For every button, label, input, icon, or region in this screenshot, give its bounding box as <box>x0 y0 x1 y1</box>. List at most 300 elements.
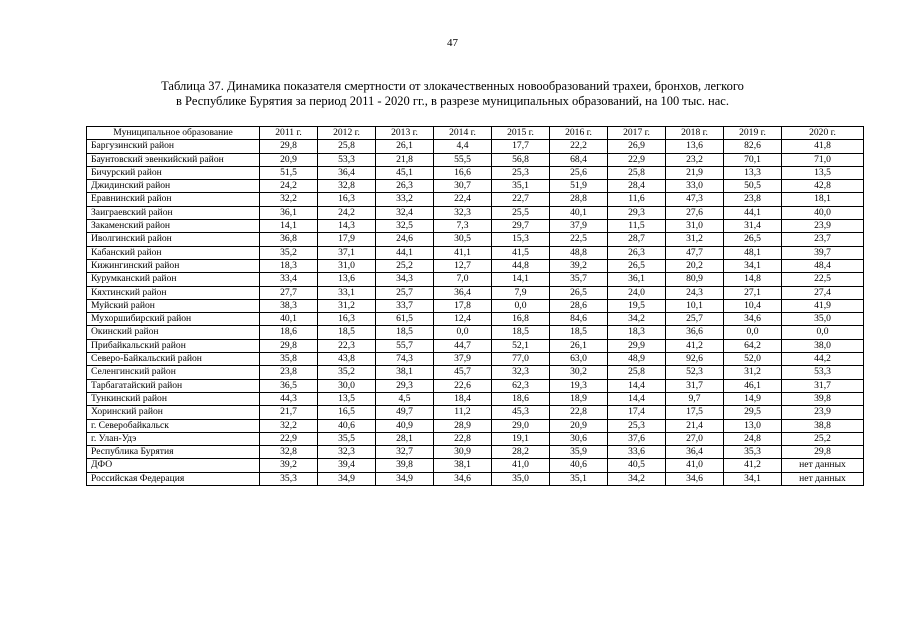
value-cell: 31,2 <box>666 233 724 246</box>
municipality-name-cell: Заиграевский район <box>87 206 260 219</box>
value-cell: 17,7 <box>492 140 550 153</box>
value-cell: 34,3 <box>376 273 434 286</box>
value-cell: 35,3 <box>724 446 782 459</box>
value-cell: 12,7 <box>434 259 492 272</box>
value-cell: 25,8 <box>318 140 376 153</box>
municipality-name-cell: Баунтовский эвенкийский район <box>87 153 260 166</box>
value-cell: 36,4 <box>318 166 376 179</box>
value-cell: 18,5 <box>318 326 376 339</box>
value-cell: 0,0 <box>782 326 864 339</box>
value-cell: 32,4 <box>376 206 434 219</box>
value-cell: 33,0 <box>666 180 724 193</box>
value-cell: 36,6 <box>666 326 724 339</box>
value-cell: 18,5 <box>492 326 550 339</box>
municipality-name-cell: Муйский район <box>87 299 260 312</box>
value-cell: 26,3 <box>608 246 666 259</box>
value-cell: 17,8 <box>434 299 492 312</box>
value-cell: 32,3 <box>434 206 492 219</box>
value-cell: 42,8 <box>782 180 864 193</box>
value-cell: 32,3 <box>318 446 376 459</box>
table-row <box>87 339 864 352</box>
value-cell: 48,4 <box>782 259 864 272</box>
value-cell: 27,6 <box>666 206 724 219</box>
column-header-municipality: Муниципальное образование <box>87 127 260 140</box>
value-cell: нет данных <box>782 472 864 485</box>
table-row <box>87 446 864 459</box>
column-header-year: 2017 г. <box>608 127 666 140</box>
value-cell: 63,0 <box>550 353 608 366</box>
value-cell: 50,5 <box>724 180 782 193</box>
municipality-name-cell: ДФО <box>87 459 260 472</box>
value-cell: 44,8 <box>492 259 550 272</box>
value-cell: 13,6 <box>318 273 376 286</box>
value-cell: 11,2 <box>434 406 492 419</box>
value-cell: 64,2 <box>724 339 782 352</box>
value-cell: 37,1 <box>318 246 376 259</box>
value-cell: 33,4 <box>260 273 318 286</box>
value-cell: 0,0 <box>724 326 782 339</box>
value-cell: 30,9 <box>434 446 492 459</box>
value-cell: 36,8 <box>260 233 318 246</box>
municipality-name-cell: Бичурский район <box>87 166 260 179</box>
value-cell: 29,3 <box>376 379 434 392</box>
value-cell: 24,8 <box>724 432 782 445</box>
municipality-name-cell: Закаменский район <box>87 220 260 233</box>
value-cell: 27,0 <box>666 432 724 445</box>
municipality-name-cell: Иволгинский район <box>87 233 260 246</box>
value-cell: 26,5 <box>724 233 782 246</box>
mortality-table <box>86 126 864 486</box>
table-row <box>87 153 864 166</box>
value-cell: 40,9 <box>376 419 434 432</box>
value-cell: 28,9 <box>434 419 492 432</box>
value-cell: 31,0 <box>318 259 376 272</box>
value-cell: 34,6 <box>666 472 724 485</box>
value-cell: 18,9 <box>550 392 608 405</box>
value-cell: 34,6 <box>434 472 492 485</box>
municipality-name-cell: Кяхтинский район <box>87 286 260 299</box>
value-cell: 23,9 <box>782 220 864 233</box>
value-cell: 10,4 <box>724 299 782 312</box>
column-header-year: 2016 г. <box>550 127 608 140</box>
value-cell: 16,5 <box>318 406 376 419</box>
value-cell: 34,9 <box>376 472 434 485</box>
value-cell: 14,1 <box>260 220 318 233</box>
value-cell: 16,3 <box>318 313 376 326</box>
value-cell: 28,7 <box>608 233 666 246</box>
table-caption <box>40 79 865 109</box>
value-cell: 52,1 <box>492 339 550 352</box>
table-row <box>87 392 864 405</box>
value-cell: 14,1 <box>492 273 550 286</box>
table-row <box>87 313 864 326</box>
value-cell: 25,3 <box>608 419 666 432</box>
value-cell: 40,6 <box>550 459 608 472</box>
column-header-year: 2018 г. <box>666 127 724 140</box>
value-cell: 22,8 <box>434 432 492 445</box>
value-cell: 47,7 <box>666 246 724 259</box>
municipality-name-cell: Тункинский район <box>87 392 260 405</box>
value-cell: 23,7 <box>782 233 864 246</box>
value-cell: 19,5 <box>608 299 666 312</box>
value-cell: 41,0 <box>492 459 550 472</box>
value-cell: 28,2 <box>492 446 550 459</box>
municipality-name-cell: Кижингинский район <box>87 259 260 272</box>
table-row <box>87 286 864 299</box>
municipality-name-cell: Северо-Байкальский район <box>87 353 260 366</box>
municipality-name-cell: г. Северобайкальск <box>87 419 260 432</box>
value-cell: 41,2 <box>666 339 724 352</box>
value-cell: 28,1 <box>376 432 434 445</box>
value-cell: 21,9 <box>666 166 724 179</box>
value-cell: 37,9 <box>434 353 492 366</box>
value-cell: 25,7 <box>376 286 434 299</box>
caption-line-2: в Республике Бурятия за период 2011 - 2020 гг., в разрезе муниципальных образований, на 100 тыс. нас. <box>176 94 729 108</box>
value-cell: 41,0 <box>666 459 724 472</box>
value-cell: 51,5 <box>260 166 318 179</box>
value-cell: 25,7 <box>666 313 724 326</box>
value-cell: 39,8 <box>782 392 864 405</box>
value-cell: 30,2 <box>550 366 608 379</box>
value-cell: 38,3 <box>260 299 318 312</box>
value-cell: 35,2 <box>318 366 376 379</box>
value-cell: 44,1 <box>376 246 434 259</box>
value-cell: 22,5 <box>782 273 864 286</box>
municipality-name-cell: Еравнинский район <box>87 193 260 206</box>
value-cell: 36,4 <box>434 286 492 299</box>
value-cell: 25,6 <box>550 166 608 179</box>
column-header-year: 2019 г. <box>724 127 782 140</box>
table-row <box>87 259 864 272</box>
value-cell: 36,1 <box>260 206 318 219</box>
value-cell: 28,4 <box>608 180 666 193</box>
table-header-row <box>87 127 864 140</box>
value-cell: 30,5 <box>434 233 492 246</box>
table-row <box>87 273 864 286</box>
value-cell: 32,8 <box>318 180 376 193</box>
table-row <box>87 233 864 246</box>
table-row <box>87 353 864 366</box>
value-cell: 80,9 <box>666 273 724 286</box>
value-cell: 40,1 <box>260 313 318 326</box>
value-cell: 30,0 <box>318 379 376 392</box>
municipality-name-cell: Окинский район <box>87 326 260 339</box>
value-cell: 25,8 <box>608 166 666 179</box>
municipality-name-cell: Кабанский район <box>87 246 260 259</box>
column-header-year: 2020 г. <box>782 127 864 140</box>
value-cell: 37,9 <box>550 220 608 233</box>
value-cell: 22,9 <box>260 432 318 445</box>
value-cell: 25,8 <box>608 366 666 379</box>
value-cell: 11,6 <box>608 193 666 206</box>
value-cell: 36,5 <box>260 379 318 392</box>
value-cell: 24,3 <box>666 286 724 299</box>
value-cell: 14,8 <box>724 273 782 286</box>
column-header-year: 2014 г. <box>434 127 492 140</box>
page-number: 47 <box>447 37 458 49</box>
value-cell: 15,3 <box>492 233 550 246</box>
value-cell: 62,3 <box>492 379 550 392</box>
municipality-name-cell: Прибайкальский район <box>87 339 260 352</box>
table-row <box>87 406 864 419</box>
value-cell: 27,7 <box>260 286 318 299</box>
value-cell: 26,5 <box>550 286 608 299</box>
value-cell: 22,8 <box>550 406 608 419</box>
value-cell: 34,9 <box>318 472 376 485</box>
table-row <box>87 419 864 432</box>
value-cell: 23,9 <box>782 406 864 419</box>
value-cell: 18,5 <box>376 326 434 339</box>
value-cell: 22,7 <box>492 193 550 206</box>
value-cell: 0,0 <box>434 326 492 339</box>
value-cell: 52,3 <box>666 366 724 379</box>
value-cell: 53,3 <box>782 366 864 379</box>
table-row <box>87 459 864 472</box>
value-cell: 33,2 <box>376 193 434 206</box>
value-cell: 41,8 <box>782 140 864 153</box>
value-cell: 41,5 <box>492 246 550 259</box>
value-cell: 13,0 <box>724 419 782 432</box>
column-header-year: 2011 г. <box>260 127 318 140</box>
value-cell: 41,1 <box>434 246 492 259</box>
value-cell: 38,0 <box>782 339 864 352</box>
value-cell: 44,1 <box>724 206 782 219</box>
value-cell: 7,9 <box>492 286 550 299</box>
value-cell: 28,8 <box>550 193 608 206</box>
value-cell: 29,5 <box>724 406 782 419</box>
value-cell: 20,2 <box>666 259 724 272</box>
value-cell: 11,5 <box>608 220 666 233</box>
table-row <box>87 326 864 339</box>
municipality-name-cell: Тарбагатайский район <box>87 379 260 392</box>
value-cell: 24,0 <box>608 286 666 299</box>
value-cell: 33,6 <box>608 446 666 459</box>
value-cell: 18,5 <box>550 326 608 339</box>
value-cell: 40,5 <box>608 459 666 472</box>
value-cell: 28,6 <box>550 299 608 312</box>
value-cell: 39,2 <box>550 259 608 272</box>
value-cell: 21,7 <box>260 406 318 419</box>
value-cell: 23,8 <box>724 193 782 206</box>
value-cell: 25,2 <box>782 432 864 445</box>
value-cell: 22,9 <box>608 153 666 166</box>
value-cell: 39,2 <box>260 459 318 472</box>
table-row <box>87 180 864 193</box>
value-cell: 35,1 <box>550 472 608 485</box>
value-cell: 12,4 <box>434 313 492 326</box>
municipality-name-cell: Курумканский район <box>87 273 260 286</box>
value-cell: 31,7 <box>666 379 724 392</box>
municipality-name-cell: Российская Федерация <box>87 472 260 485</box>
value-cell: 18,6 <box>492 392 550 405</box>
value-cell: 17,4 <box>608 406 666 419</box>
value-cell: 10,1 <box>666 299 724 312</box>
value-cell: 24,2 <box>260 180 318 193</box>
value-cell: 7,0 <box>434 273 492 286</box>
value-cell: 29,3 <box>608 206 666 219</box>
table-row <box>87 366 864 379</box>
value-cell: 30,6 <box>550 432 608 445</box>
municipality-name-cell: Мухоршибирский район <box>87 313 260 326</box>
value-cell: 21,8 <box>376 153 434 166</box>
value-cell: 40,0 <box>782 206 864 219</box>
value-cell: 18,4 <box>434 392 492 405</box>
value-cell: 38,8 <box>782 419 864 432</box>
value-cell: 32,7 <box>376 446 434 459</box>
value-cell: 14,4 <box>608 392 666 405</box>
value-cell: 32,8 <box>260 446 318 459</box>
value-cell: 71,0 <box>782 153 864 166</box>
value-cell: 34,1 <box>724 472 782 485</box>
value-cell: 38,1 <box>434 459 492 472</box>
value-cell: 23,8 <box>260 366 318 379</box>
value-cell: 84,6 <box>550 313 608 326</box>
value-cell: 29,7 <box>492 220 550 233</box>
value-cell: 44,2 <box>782 353 864 366</box>
value-cell: 56,8 <box>492 153 550 166</box>
value-cell: 40,1 <box>550 206 608 219</box>
value-cell: 18,3 <box>260 259 318 272</box>
municipality-name-cell: Хоринский район <box>87 406 260 419</box>
value-cell: 24,6 <box>376 233 434 246</box>
value-cell: 25,2 <box>376 259 434 272</box>
value-cell: 23,2 <box>666 153 724 166</box>
value-cell: 35,3 <box>260 472 318 485</box>
table-row <box>87 220 864 233</box>
value-cell: 55,5 <box>434 153 492 166</box>
value-cell: 29,8 <box>260 339 318 352</box>
value-cell: 68,4 <box>550 153 608 166</box>
value-cell: 17,5 <box>666 406 724 419</box>
value-cell: 52,0 <box>724 353 782 366</box>
value-cell: 13,3 <box>724 166 782 179</box>
caption-line-1: Таблица 37. Динамика показателя смертности от злокачественных новообразований трахеи, бронхов, легкого <box>161 79 744 93</box>
table-row <box>87 166 864 179</box>
value-cell: 45,7 <box>434 366 492 379</box>
column-header-year: 2012 г. <box>318 127 376 140</box>
value-cell: 19,3 <box>550 379 608 392</box>
municipality-name-cell: Баргузинский район <box>87 140 260 153</box>
value-cell: 21,4 <box>666 419 724 432</box>
value-cell: 34,2 <box>608 313 666 326</box>
value-cell: 33,1 <box>318 286 376 299</box>
table-row <box>87 379 864 392</box>
value-cell: 4,4 <box>434 140 492 153</box>
value-cell: 18,6 <box>260 326 318 339</box>
value-cell: 32,3 <box>492 366 550 379</box>
table-body <box>87 140 864 486</box>
value-cell: 26,9 <box>608 140 666 153</box>
value-cell: 39,4 <box>318 459 376 472</box>
value-cell: 31,0 <box>666 220 724 233</box>
value-cell: 26,5 <box>608 259 666 272</box>
value-cell: 30,7 <box>434 180 492 193</box>
value-cell: 13,6 <box>666 140 724 153</box>
value-cell: 92,6 <box>666 353 724 366</box>
column-header-year: 2013 г. <box>376 127 434 140</box>
value-cell: 36,4 <box>666 446 724 459</box>
table-row <box>87 432 864 445</box>
value-cell: 45,1 <box>376 166 434 179</box>
value-cell: 35,0 <box>782 313 864 326</box>
value-cell: 19,1 <box>492 432 550 445</box>
value-cell: 41,9 <box>782 299 864 312</box>
value-cell: 45,3 <box>492 406 550 419</box>
value-cell: 9,7 <box>666 392 724 405</box>
value-cell: 70,1 <box>724 153 782 166</box>
value-cell: 48,9 <box>608 353 666 366</box>
value-cell: 27,1 <box>724 286 782 299</box>
value-cell: 29,8 <box>782 446 864 459</box>
value-cell: 35,8 <box>260 353 318 366</box>
table-row <box>87 193 864 206</box>
table-row <box>87 246 864 259</box>
value-cell: 32,2 <box>260 193 318 206</box>
value-cell: 24,2 <box>318 206 376 219</box>
value-cell: 35,1 <box>492 180 550 193</box>
value-cell: 26,3 <box>376 180 434 193</box>
value-cell: 55,7 <box>376 339 434 352</box>
value-cell: 31,7 <box>782 379 864 392</box>
value-cell: 48,1 <box>724 246 782 259</box>
value-cell: 29,8 <box>260 140 318 153</box>
value-cell: 22,6 <box>434 379 492 392</box>
value-cell: 49,7 <box>376 406 434 419</box>
table-row <box>87 299 864 312</box>
value-cell: 22,2 <box>550 140 608 153</box>
value-cell: 29,0 <box>492 419 550 432</box>
column-header-year: 2015 г. <box>492 127 550 140</box>
value-cell: 4,5 <box>376 392 434 405</box>
value-cell: 22,5 <box>550 233 608 246</box>
value-cell: 26,1 <box>550 339 608 352</box>
value-cell: 27,4 <box>782 286 864 299</box>
table-row <box>87 206 864 219</box>
value-cell: 34,6 <box>724 313 782 326</box>
value-cell: 25,3 <box>492 166 550 179</box>
value-cell: 39,8 <box>376 459 434 472</box>
value-cell: 53,3 <box>318 153 376 166</box>
value-cell: 33,7 <box>376 299 434 312</box>
value-cell: 32,2 <box>260 419 318 432</box>
value-cell: 18,3 <box>608 326 666 339</box>
value-cell: 35,2 <box>260 246 318 259</box>
value-cell: 35,0 <box>492 472 550 485</box>
value-cell: 77,0 <box>492 353 550 366</box>
value-cell: 13,5 <box>782 166 864 179</box>
value-cell: 22,3 <box>318 339 376 352</box>
value-cell: 36,1 <box>608 273 666 286</box>
value-cell: 17,9 <box>318 233 376 246</box>
value-cell: 0,0 <box>492 299 550 312</box>
value-cell: 35,9 <box>550 446 608 459</box>
value-cell: 31,2 <box>318 299 376 312</box>
value-cell: 26,1 <box>376 140 434 153</box>
value-cell: 14,9 <box>724 392 782 405</box>
value-cell: 34,1 <box>724 259 782 272</box>
value-cell: 20,9 <box>260 153 318 166</box>
value-cell: 25,5 <box>492 206 550 219</box>
value-cell: 44,3 <box>260 392 318 405</box>
value-cell: 43,8 <box>318 353 376 366</box>
value-cell: 35,5 <box>318 432 376 445</box>
table-row <box>87 472 864 485</box>
value-cell: 61,5 <box>376 313 434 326</box>
table-row <box>87 140 864 153</box>
municipality-name-cell: Джидинский район <box>87 180 260 193</box>
value-cell: 7,3 <box>434 220 492 233</box>
value-cell: 40,6 <box>318 419 376 432</box>
